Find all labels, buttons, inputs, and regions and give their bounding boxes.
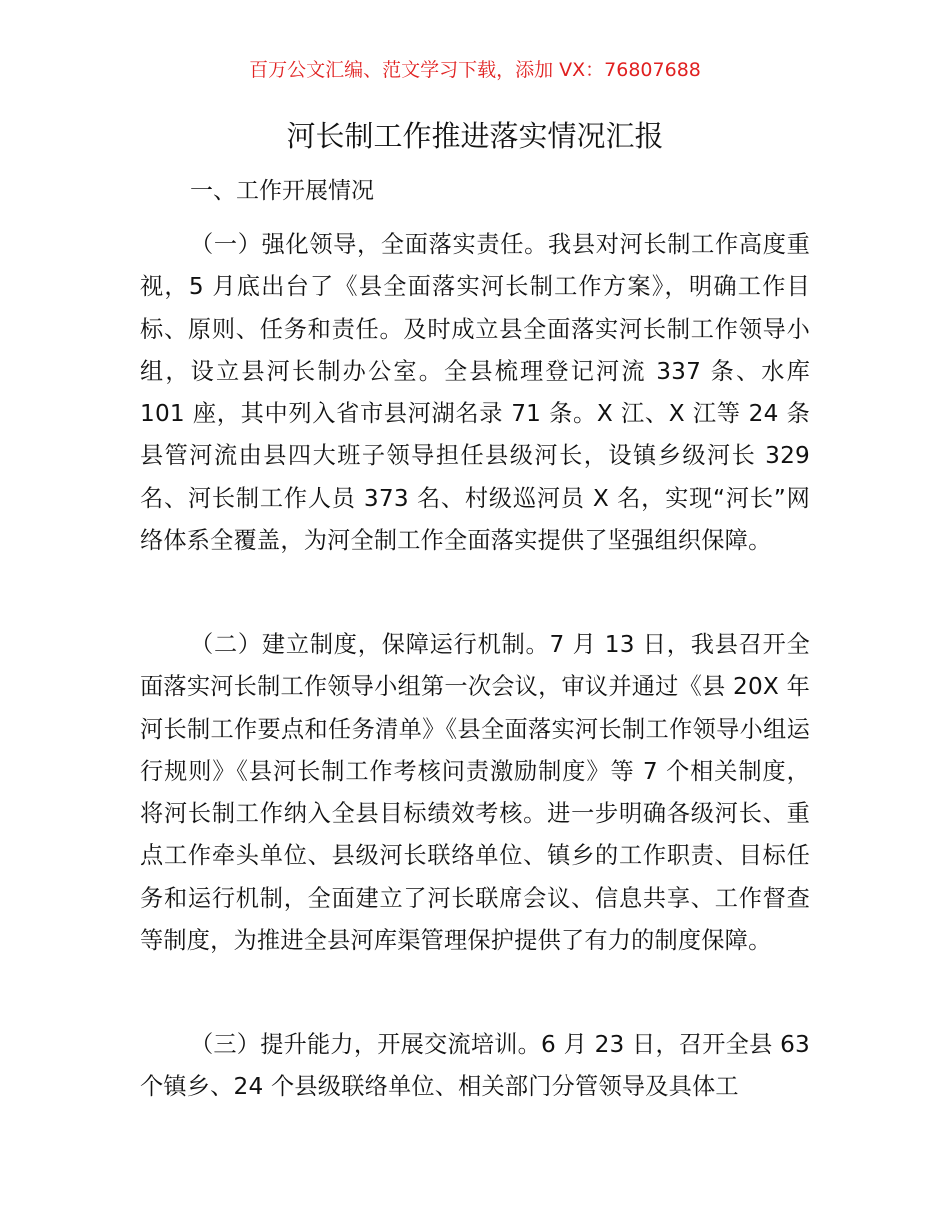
paragraph-system: （二）建立制度，保障运行机制。7 月 13 日，我县召开全面落实河长制工作领导小组第一次会议，审议并通过《县 20X 年河长制工作要点和任务清单》《县全面落实河长制工作领导小组运行规则》《县河长制工作考核问责激励制度》等 7 个相关制度，将河长制工作纳入全县目标绩效考核。进一步明确各级河长、重点工作牵头单位、县级河长联络单位、镇乡的工作职责、目标任务和运行机制，全面建立了河长联席会议、信息共享、工作督查等制度，为推进全县河库渠管理保护提供了有力的制度保障。: [140, 631, 810, 955]
section-heading: 一、工作开展情况: [190, 178, 374, 204]
paragraph-training: （三）提升能力，开展交流培训。6 月 23 日，召开全县 63 个镇乡、24 个县级联络单位、相关部门分管领导及具体工: [140, 1031, 810, 1101]
document-title: 河长制工作推进落实情况汇报: [286, 119, 664, 153]
header-promo-note: 百万公文汇编、范文学习下载，添加 VX：76807688: [249, 59, 701, 81]
paragraph-leadership: （一）强化领导，全面落实责任。我县对河长制工作高度重视，5 月底出台了《县全面落实河长制工作方案》，明确工作目标、原则、任务和责任。及时成立县全面落实河长制工作领导小组，设立县河长制办公室。全县梳理登记河流 337 条、水库 101 座，其中列入省市县河湖名录 71 条。X 江、X 江等 24 条县管河流由县四大班子领导担任县级河长，设镇乡级河长 329 名、河长制工作人员 373 名、村级巡河员 X 名，实现“河长”网络体系全覆盖，为河全制工作全面落实提供了坚强组织保障。: [140, 231, 810, 555]
